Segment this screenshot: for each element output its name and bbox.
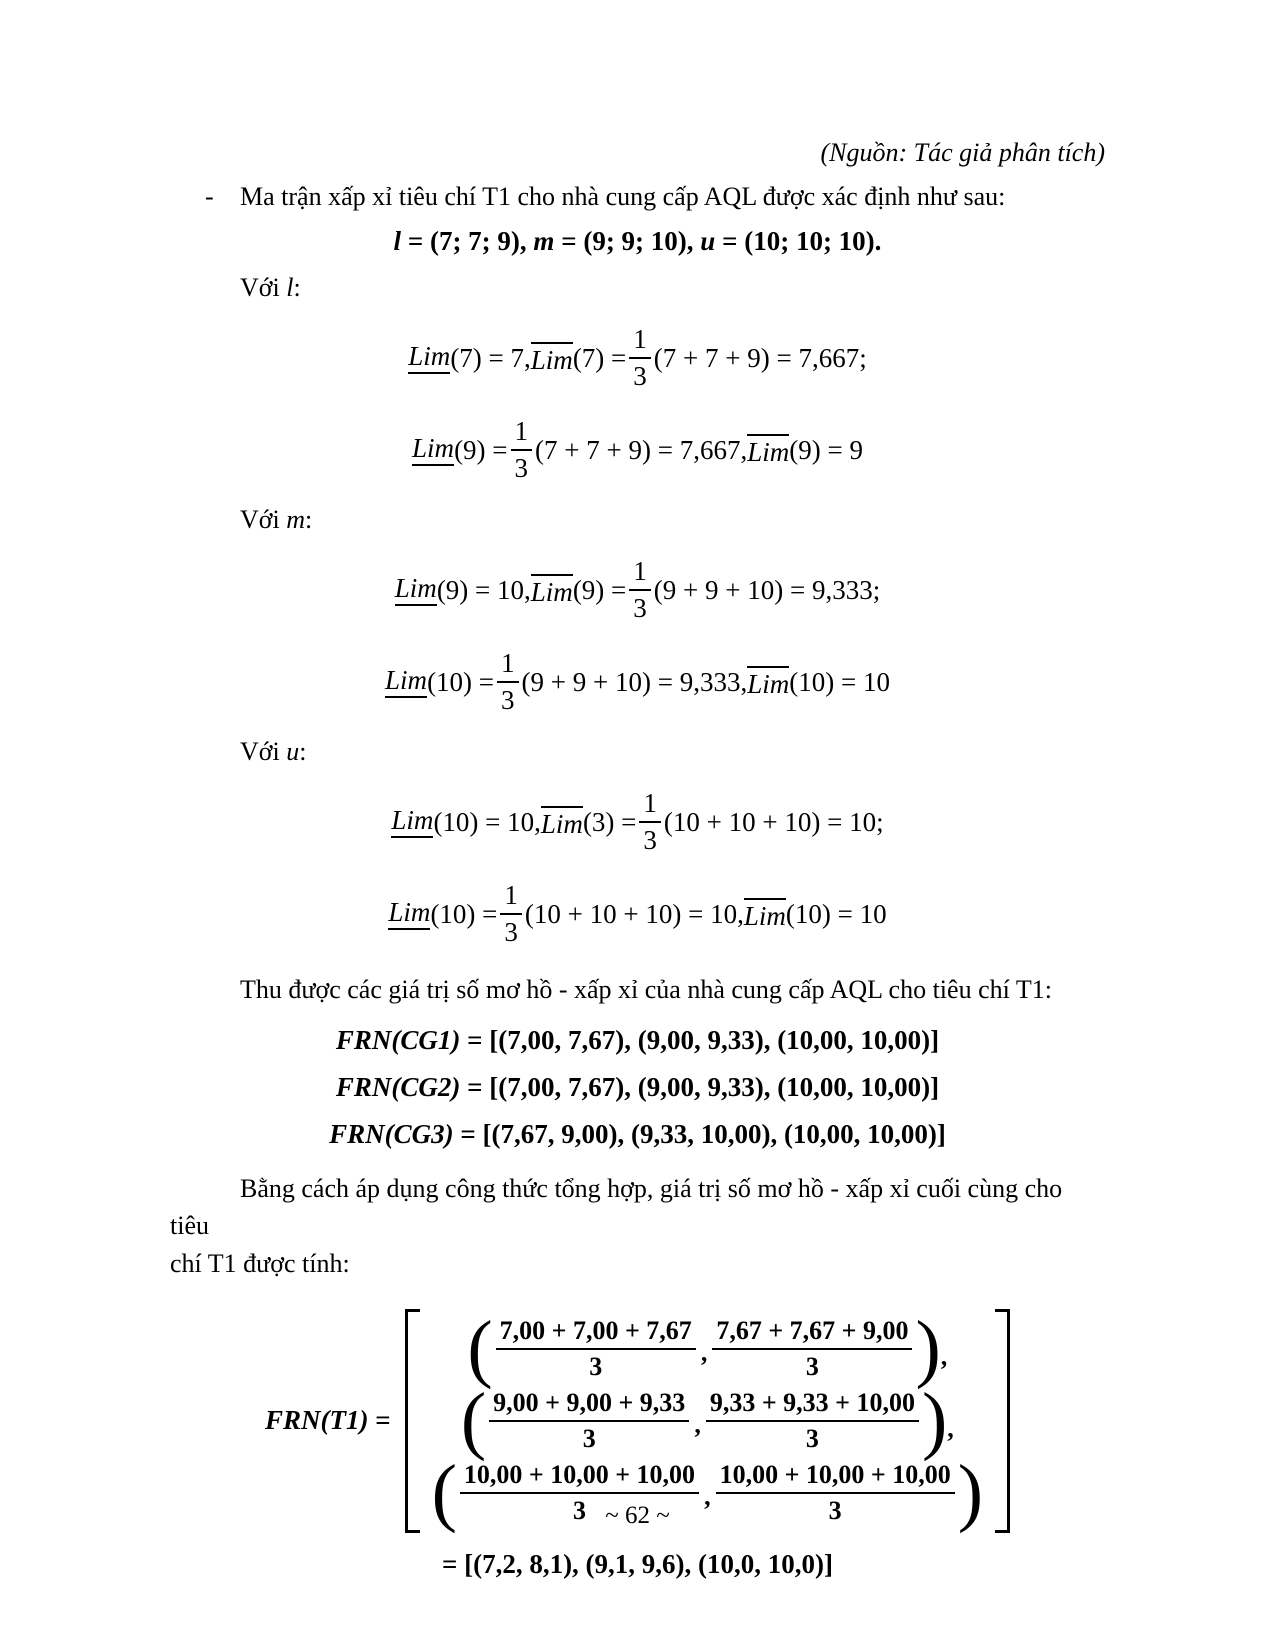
fraction-denominator: 3: [805, 1351, 819, 1381]
math-text: (9) =: [454, 434, 508, 465]
math-text: (10 + 10 + 10) = 10;: [663, 806, 884, 837]
lim-upper: Lim: [744, 898, 786, 930]
fraction-numerator: 1: [629, 324, 651, 359]
paragraph-line2: chí T1 được tính:: [170, 1249, 350, 1279]
frn-lhs: FRN(CG3): [329, 1118, 454, 1149]
fraction-denominator: 3: [582, 1423, 596, 1453]
fraction-numerator: 1: [500, 880, 522, 915]
frn-t1-result: = [(7,2, 8,1), (9,1, 9,6), (10,0, 10,0)]: [441, 1548, 834, 1579]
math-text: (7 + 7 + 9) = 7,667,: [535, 434, 748, 465]
math-text: (9) = 9: [789, 434, 863, 465]
section-suffix: :: [305, 505, 313, 534]
fraction-denominator: 3: [828, 1495, 842, 1525]
fraction-numerator: 7,67 + 7,67 + 9,00: [712, 1316, 912, 1350]
fraction-numerator: 10,00 + 10,00 + 10,00: [460, 1460, 699, 1494]
section-variable: u: [286, 737, 300, 766]
lim-lower: Lim: [412, 434, 454, 466]
formula-m-1: [170, 553, 1105, 627]
equals-sign: =: [460, 1118, 476, 1149]
fraction: [706, 1388, 919, 1454]
math-text: = (9; 9; 10),: [554, 226, 701, 256]
equals-sign: =: [467, 1071, 483, 1102]
formula-l-1: [170, 321, 1105, 395]
section-label-m: [240, 505, 1105, 535]
math-text: (10) = 10: [785, 898, 887, 929]
paragraph-aggregate: [170, 1170, 1105, 1283]
matrix-rows: [426, 1306, 989, 1535]
math-variable: m: [533, 226, 555, 256]
pair-separator: ,: [694, 1409, 701, 1439]
math-variable: u: [700, 226, 716, 256]
fraction-denominator: 3: [504, 917, 518, 947]
frn-cg3-line: [170, 1119, 1105, 1150]
fraction-numerator: 9,00 + 9,00 + 9,33: [489, 1388, 689, 1422]
matrix-row: [467, 1306, 948, 1391]
fraction-denominator: 3: [633, 361, 647, 391]
paren-close-icon: ): [915, 1306, 941, 1391]
equals-sign: =: [467, 1024, 483, 1055]
fraction-denominator: 3: [572, 1495, 586, 1525]
frn-cg2-line: [170, 1072, 1105, 1103]
paragraph-line1: Bằng cách áp dụng công thức tổng hợp, giá trị số mơ hồ - xấp xỉ cuối cùng cho tiêu: [170, 1173, 1063, 1241]
equals-sign: =: [375, 1405, 391, 1436]
fraction-numerator: 10,00 + 10,00 + 10,00: [716, 1460, 955, 1494]
fraction-denominator: 3: [501, 685, 515, 715]
matrix-row: [460, 1378, 954, 1463]
frn-rhs: [(7,00, 7,67), (9,00, 9,33), (10,00, 10,00)]: [489, 1024, 940, 1055]
math-variable: l: [393, 226, 402, 256]
math-text: (3) =: [582, 806, 637, 837]
bullet-text: Ma trận xấp xỉ tiêu chí T1 cho nhà cung cấp AQL được xác định như sau:: [240, 182, 1006, 211]
fraction: [639, 788, 661, 856]
section-prefix: Với: [240, 273, 287, 302]
pair-separator: ,: [700, 1337, 708, 1367]
lim-lower: Lim: [395, 574, 437, 606]
section-label-u: [240, 737, 1105, 767]
frn-rhs: [(7,00, 7,67), (9,00, 9,33), (10,00, 10,00)]: [489, 1071, 940, 1102]
formula-u-1: [170, 785, 1105, 859]
paren-open-icon: (: [431, 1450, 457, 1535]
frn-t1-block: [170, 1306, 1105, 1535]
section-prefix: Với: [240, 505, 287, 534]
paren-open-icon: (: [467, 1306, 493, 1391]
fraction: [629, 556, 651, 624]
fraction-numerator: 1: [511, 416, 533, 451]
formula-l-2: [170, 413, 1105, 487]
lim-lower: Lim: [391, 806, 433, 838]
frn-t1-label: [265, 1405, 391, 1436]
fraction-numerator: 1: [497, 648, 519, 683]
math-text: (10) =: [430, 898, 498, 929]
section-suffix: :: [293, 273, 301, 302]
math-text: (10) = 10,: [433, 806, 541, 837]
lim-upper: Lim: [747, 666, 789, 698]
fraction: [629, 324, 651, 392]
fraction: [497, 648, 519, 716]
section-variable: l: [286, 273, 294, 302]
paren-open-icon: (: [460, 1378, 487, 1463]
fraction: [511, 416, 533, 484]
math-text: (10 + 10 + 10) = 10,: [524, 898, 744, 929]
matrix-bracket-right: [995, 1309, 1010, 1533]
lim-lower: Lim: [385, 666, 427, 698]
frn-cg1-line: [170, 1025, 1105, 1056]
bullet-item: [205, 182, 1105, 212]
fraction: [712, 1316, 912, 1382]
paren-close-icon: ): [957, 1450, 984, 1535]
section-label-l: [240, 273, 1105, 303]
lim-upper: Lim: [531, 574, 573, 606]
matrix-bracket-left: [405, 1309, 420, 1533]
math-text: (9) = 10,: [436, 574, 531, 605]
section-suffix: :: [299, 737, 307, 766]
row-separator: ,: [947, 1413, 954, 1443]
frn-lhs: FRN(CG2): [335, 1071, 461, 1102]
frn-rhs: [(7,67, 9,00), (9,33, 10,00), (10,00, 10,00)]: [482, 1118, 946, 1149]
fraction-denominator: 3: [633, 593, 647, 623]
paren-close-icon: ): [921, 1378, 948, 1463]
math-text: = (7; 7; 9),: [401, 226, 534, 256]
row-separator: ,: [940, 1341, 948, 1371]
source-note: (Nguồn: Tác giả phân tích): [820, 138, 1105, 167]
math-text: = (10; 10; 10).: [715, 226, 882, 256]
paragraph-text: Thu được các giá trị số mơ hồ - xấp xỉ của nhà cung cấp AQL cho tiêu chí T1:: [240, 975, 1052, 1004]
math-text: (10) =: [427, 666, 495, 697]
math-text: (9) =: [572, 574, 627, 605]
fraction-denominator: 3: [589, 1351, 603, 1381]
lim-upper: Lim: [531, 342, 573, 374]
lim-lower: Lim: [388, 898, 430, 930]
fraction-numerator: 1: [639, 788, 661, 823]
bullet-marker: -: [205, 182, 214, 211]
equation-lmu: [170, 226, 1105, 257]
formula-m-2: [170, 645, 1105, 719]
math-text: (7) = 7,: [450, 342, 531, 373]
fraction-denominator: 3: [643, 825, 657, 855]
math-text: (9 + 9 + 10) = 9,333;: [653, 574, 881, 605]
section-prefix: Với: [240, 737, 287, 766]
math-text: (7) =: [572, 342, 627, 373]
page-number: ~ 62 ~: [605, 1502, 670, 1529]
math-text: (9 + 9 + 10) = 9,333,: [521, 666, 748, 697]
frn-lhs: FRN(CG1): [335, 1024, 461, 1055]
lim-upper: Lim: [747, 434, 789, 466]
fraction-numerator: 1: [629, 556, 651, 591]
lim-lower: Lim: [408, 342, 450, 374]
fraction-denominator: 3: [514, 453, 529, 483]
fraction-numerator: 9,33 + 9,33 + 10,00: [706, 1388, 919, 1422]
fraction: [500, 880, 522, 948]
section-variable: m: [286, 505, 306, 534]
math-text: (10) = 10: [789, 666, 890, 697]
paragraph-frn-intro: [170, 971, 1105, 1009]
fraction-numerator: 7,00 + 7,00 + 7,67: [496, 1316, 696, 1350]
fraction: [496, 1316, 696, 1382]
lim-upper: Lim: [541, 806, 583, 838]
pair-separator: ,: [704, 1481, 711, 1511]
frn-t1-lhs: FRN(T1): [264, 1405, 369, 1436]
fraction-denominator: 3: [805, 1423, 819, 1453]
fraction: [489, 1388, 689, 1454]
formula-u-2: [170, 877, 1105, 951]
math-text: (7 + 7 + 9) = 7,667;: [653, 342, 867, 373]
